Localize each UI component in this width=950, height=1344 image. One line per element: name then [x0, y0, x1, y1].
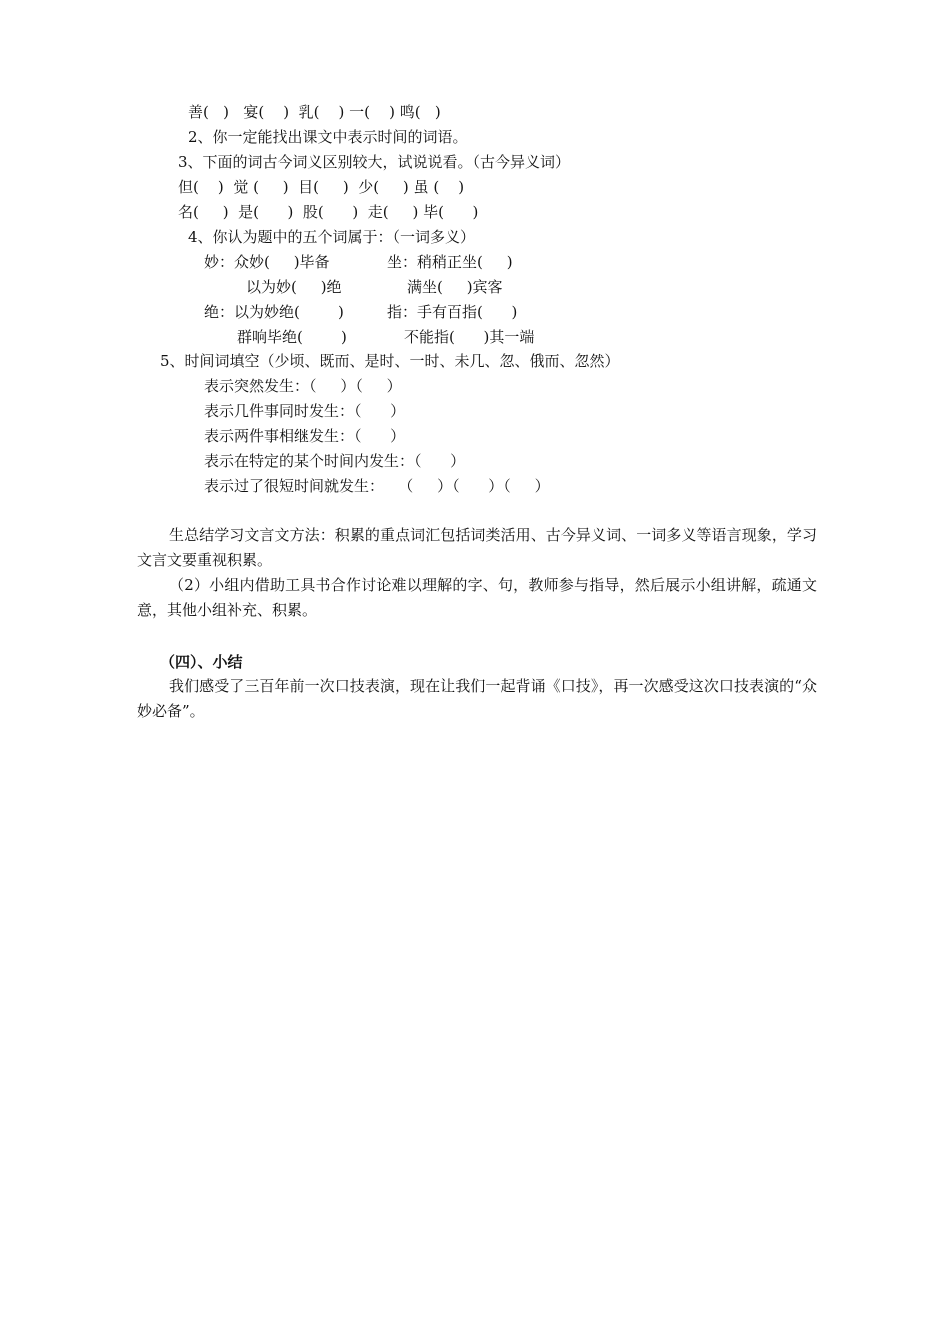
section-heading: （四）、小结 [160, 653, 243, 671]
exercise-line: 坐：稍稍正坐( ) [387, 253, 513, 271]
exercise-question: 4、你认为题中的五个词属于：（一词多义） [188, 228, 476, 246]
group-discussion-paragraph: （2）小组内借助工具书合作讨论难以理解的字、句，教师参与指导，然后展示小组讲解，疏通文意，其他小组补充、积累。 [137, 576, 817, 619]
exercise-line: 指：手有百指( ) [387, 303, 518, 321]
exercise-question: 2、你一定能找出课文中表示时间的词语。 [188, 128, 468, 146]
exercise-line: 妙：众妙( )毕备 [204, 253, 330, 271]
exercise-line: 不能指( )其一端 [404, 328, 535, 346]
exercise-line: 群响毕绝( ) [237, 328, 347, 346]
summary-paragraph: 生总结学习文言文方法：积累的重点词汇包括词类活用、古今异义词、一词多义等语言现象，学习文言文要重视积累。 [137, 526, 817, 569]
exercise-line: 绝：以为妙绝( ) [204, 303, 344, 321]
exercise-question: 5、时间词填空（少顷、既而、是时、一时、未几、忽、俄而、忽然） [160, 352, 620, 370]
exercise-line: 善( ) 宴( ) 乳( ) 一( ) 鸣( ) [188, 103, 441, 121]
exercise-line: 表示突然发生：（ ）（ ） [204, 377, 402, 395]
exercise-line: 但( ) 觉 ( ) 目( ) 少( ) 虽 ( ) [178, 178, 465, 196]
section-body: 我们感受了三百年前一次口技表演，现在让我们一起背诵《口技》，再一次感受这次口技表演的“众妙必备”。 [137, 677, 817, 720]
exercise-line: 表示几件事同时发生：（ ） [204, 402, 406, 420]
exercise-question: 3、下面的词古今词义区别较大，试说说看。（古今异义词） [178, 153, 571, 171]
exercise-line: 表示过了很短时间就发生： （ ）（ ）（ ） [204, 477, 550, 495]
exercise-line: 满坐( )宾客 [407, 278, 503, 296]
exercise-line: 名( ) 是( ) 股( ) 走( ) 毕( ) [178, 203, 479, 221]
exercise-line: 以为妙( )绝 [246, 278, 342, 296]
exercise-line: 表示两件事相继发生：（ ） [204, 427, 406, 445]
exercise-line: 表示在特定的某个时间内发生：（ ） [204, 452, 466, 470]
